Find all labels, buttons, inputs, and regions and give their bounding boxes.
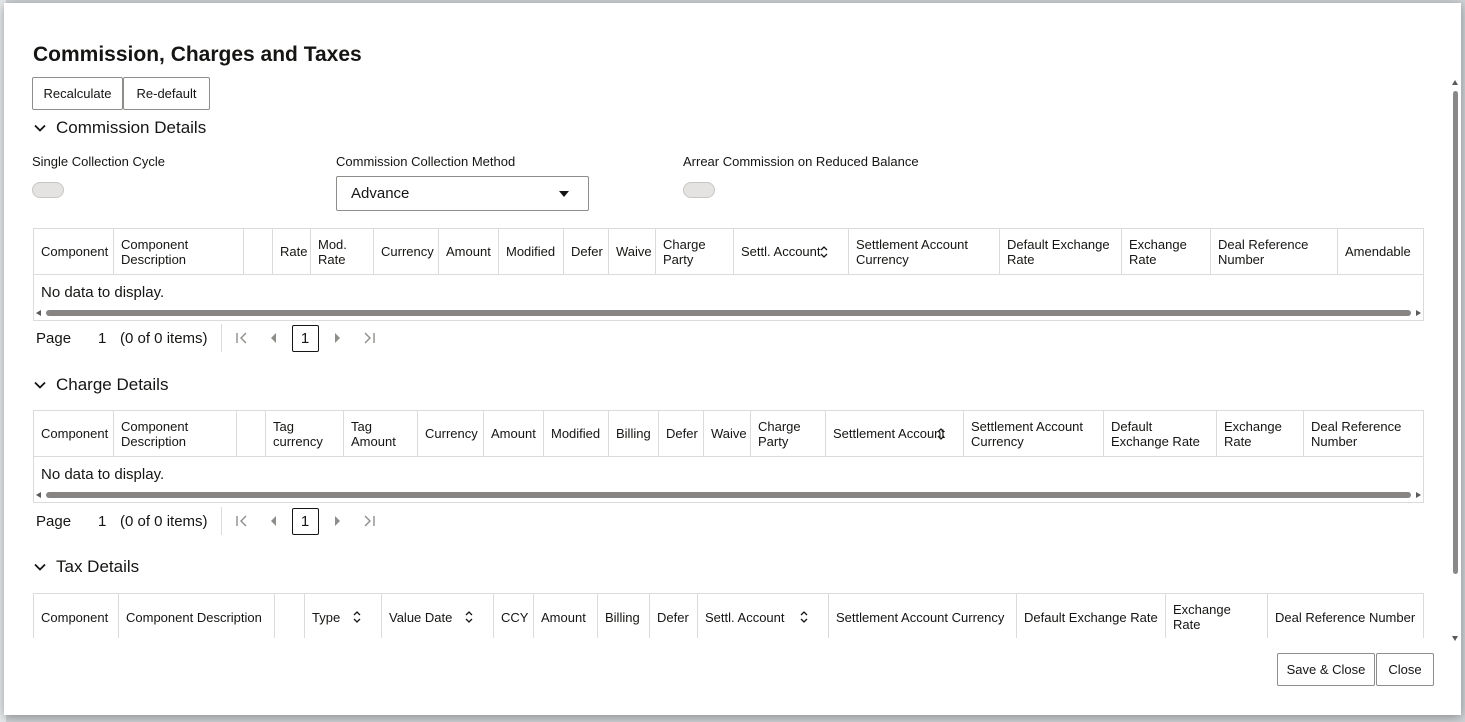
single-collection-cycle-toggle[interactable] xyxy=(32,182,64,198)
column-header[interactable]: Component xyxy=(34,411,114,456)
column-header[interactable]: Exchange Rate xyxy=(1166,594,1268,638)
column-header[interactable]: Component Description xyxy=(114,229,244,274)
column-header[interactable]: CCY xyxy=(494,594,534,638)
scroll-right-icon[interactable] xyxy=(1416,492,1421,498)
column-header[interactable]: Defer xyxy=(650,594,698,638)
current-page-button[interactable]: 1 xyxy=(292,325,319,352)
tax-details-title: Tax Details xyxy=(56,557,140,576)
commission-collection-method-label: Commission Collection Method xyxy=(336,154,516,169)
column-header[interactable]: Currency xyxy=(418,411,484,456)
page-number: 1 xyxy=(98,512,107,530)
sort-icon[interactable] xyxy=(799,610,809,624)
commission-charges-taxes-dialog xyxy=(4,3,1461,715)
commission-pagination xyxy=(36,323,385,353)
column-header[interactable]: Modified xyxy=(499,229,564,274)
column-header[interactable]: Tag Amount xyxy=(344,411,418,456)
commission-details-title: Commission Details xyxy=(56,118,207,137)
last-page-icon[interactable] xyxy=(353,515,385,527)
settl-account-column-header[interactable] xyxy=(698,594,829,638)
chevron-down-icon xyxy=(33,378,47,392)
column-header-label: Value Date xyxy=(389,609,453,625)
column-header[interactable]: Charge Party xyxy=(656,229,734,274)
charge-details-title: Charge Details xyxy=(56,375,169,394)
scroll-right-icon[interactable] xyxy=(1416,310,1421,316)
page-label: Page xyxy=(36,512,72,530)
single-collection-cycle-label: Single Collection Cycle xyxy=(32,154,165,169)
column-header[interactable]: Amount xyxy=(439,229,499,274)
column-header[interactable]: Default Exchange Rate xyxy=(1000,229,1122,274)
column-header[interactable]: Billing xyxy=(598,594,650,638)
commission-table-empty: No data to display. xyxy=(41,283,165,301)
column-header[interactable]: Component Description xyxy=(119,594,275,638)
column-header-label: Settlement Account xyxy=(833,426,946,441)
recalculate-button[interactable]: Recalculate xyxy=(32,77,123,110)
charge-pagination xyxy=(36,506,385,536)
commission-table-header xyxy=(34,229,1423,275)
dropdown-caret-icon xyxy=(559,191,569,197)
close-button[interactable]: Close xyxy=(1376,653,1434,686)
tax-table-header xyxy=(34,594,1423,638)
scroll-down-icon[interactable] xyxy=(1452,636,1458,641)
previous-page-icon[interactable] xyxy=(258,516,290,526)
next-page-icon[interactable] xyxy=(321,333,353,343)
column-header[interactable]: Amount xyxy=(534,594,598,638)
charge-table xyxy=(33,410,1424,503)
column-header[interactable]: Defer xyxy=(659,411,704,456)
column-header[interactable] xyxy=(275,594,305,638)
column-header[interactable]: Tag currency xyxy=(266,411,344,456)
column-header[interactable]: Amendable xyxy=(1345,244,1411,259)
tax-table xyxy=(33,593,1424,638)
save-and-close-button[interactable]: Save & Close xyxy=(1277,653,1375,686)
column-header[interactable]: Deal Reference Number xyxy=(1211,229,1338,274)
column-header[interactable]: Component Description xyxy=(114,411,237,456)
column-header[interactable]: Exchange Rate xyxy=(1122,229,1211,274)
column-header[interactable]: Default Exchange Rate xyxy=(1017,594,1166,638)
sort-icon[interactable] xyxy=(352,610,362,624)
charge-table-header xyxy=(34,411,1423,457)
type-column-header[interactable] xyxy=(305,594,382,638)
chevron-down-icon xyxy=(33,560,47,574)
column-header[interactable]: Settlement Account Currency xyxy=(829,594,1017,638)
column-header[interactable]: Modified xyxy=(544,411,609,456)
last-page-icon[interactable] xyxy=(353,332,385,344)
sort-icon[interactable] xyxy=(819,245,829,259)
charge-table-empty: No data to display. xyxy=(41,465,165,483)
column-header[interactable] xyxy=(244,229,273,274)
commission-details-header[interactable] xyxy=(33,118,206,138)
page-number: 1 xyxy=(98,329,107,347)
commission-table xyxy=(33,228,1424,321)
column-header-label: Settl. Account xyxy=(741,244,821,259)
charge-horizontal-scrollbar[interactable] xyxy=(36,491,1421,500)
column-header[interactable]: Component xyxy=(34,594,119,638)
scrollbar-thumb[interactable] xyxy=(1453,91,1458,574)
column-header[interactable]: Settlement Account Currency xyxy=(849,229,1000,274)
column-header-label: Settl. Account xyxy=(705,609,785,625)
commission-horizontal-scrollbar[interactable] xyxy=(36,309,1421,318)
sort-icon[interactable] xyxy=(464,610,474,624)
column-header[interactable]: Exchange Rate xyxy=(1217,411,1304,456)
commission-collection-method-select[interactable] xyxy=(336,176,589,211)
column-header[interactable]: Settlement Account Currency xyxy=(964,411,1104,456)
dialog-vertical-scrollbar[interactable] xyxy=(1451,75,1461,645)
column-header[interactable]: Rate xyxy=(273,229,311,274)
scrollbar-thumb[interactable] xyxy=(46,310,1411,316)
scroll-left-icon[interactable] xyxy=(36,492,41,498)
scrollbar-thumb[interactable] xyxy=(46,492,1411,498)
item-count: (0 of 0 items) xyxy=(120,324,222,352)
scroll-left-icon[interactable] xyxy=(36,310,41,316)
column-header[interactable]: Waive xyxy=(704,411,751,456)
column-header[interactable]: Component xyxy=(34,229,114,274)
tax-details-header[interactable] xyxy=(33,557,139,577)
next-page-icon[interactable] xyxy=(321,516,353,526)
column-header[interactable]: Defer xyxy=(564,229,609,274)
chevron-down-icon xyxy=(33,121,47,135)
scroll-up-icon[interactable] xyxy=(1452,80,1458,85)
column-header[interactable]: Deal Reference Number xyxy=(1275,609,1416,625)
settlement-account-column-header[interactable] xyxy=(826,411,964,456)
column-header[interactable]: Currency xyxy=(374,229,439,274)
column-header[interactable]: Charge Party xyxy=(751,411,826,456)
column-header[interactable]: Default Exchange Rate xyxy=(1104,411,1217,456)
column-header[interactable]: Deal Reference Number xyxy=(1311,418,1402,449)
settl-account-column-header[interactable] xyxy=(734,229,849,274)
redefault-button[interactable]: Re-default xyxy=(123,77,210,110)
column-header[interactable]: Billing xyxy=(609,411,659,456)
column-header[interactable] xyxy=(237,411,266,456)
column-header[interactable]: Mod. Rate xyxy=(311,229,374,274)
tax-table-frame xyxy=(33,593,1424,638)
column-header[interactable]: Amount xyxy=(484,411,544,456)
arrear-commission-toggle[interactable] xyxy=(683,182,715,198)
dialog-title: Commission, Charges and Taxes xyxy=(33,43,362,66)
column-header-label: Type xyxy=(312,609,341,625)
charge-details-header[interactable] xyxy=(33,375,168,395)
column-header[interactable]: Waive xyxy=(609,229,656,274)
commission-collection-method-value: Advance xyxy=(351,185,410,202)
value-date-column-header[interactable] xyxy=(382,594,494,638)
first-page-icon[interactable] xyxy=(226,515,258,527)
first-page-icon[interactable] xyxy=(226,332,258,344)
item-count: (0 of 0 items) xyxy=(120,507,222,535)
previous-page-icon[interactable] xyxy=(258,333,290,343)
arrear-commission-label: Arrear Commission on Reduced Balance xyxy=(683,154,919,169)
sort-icon[interactable] xyxy=(936,427,946,441)
current-page-button[interactable]: 1 xyxy=(292,508,319,535)
page-label: Page xyxy=(36,329,72,347)
